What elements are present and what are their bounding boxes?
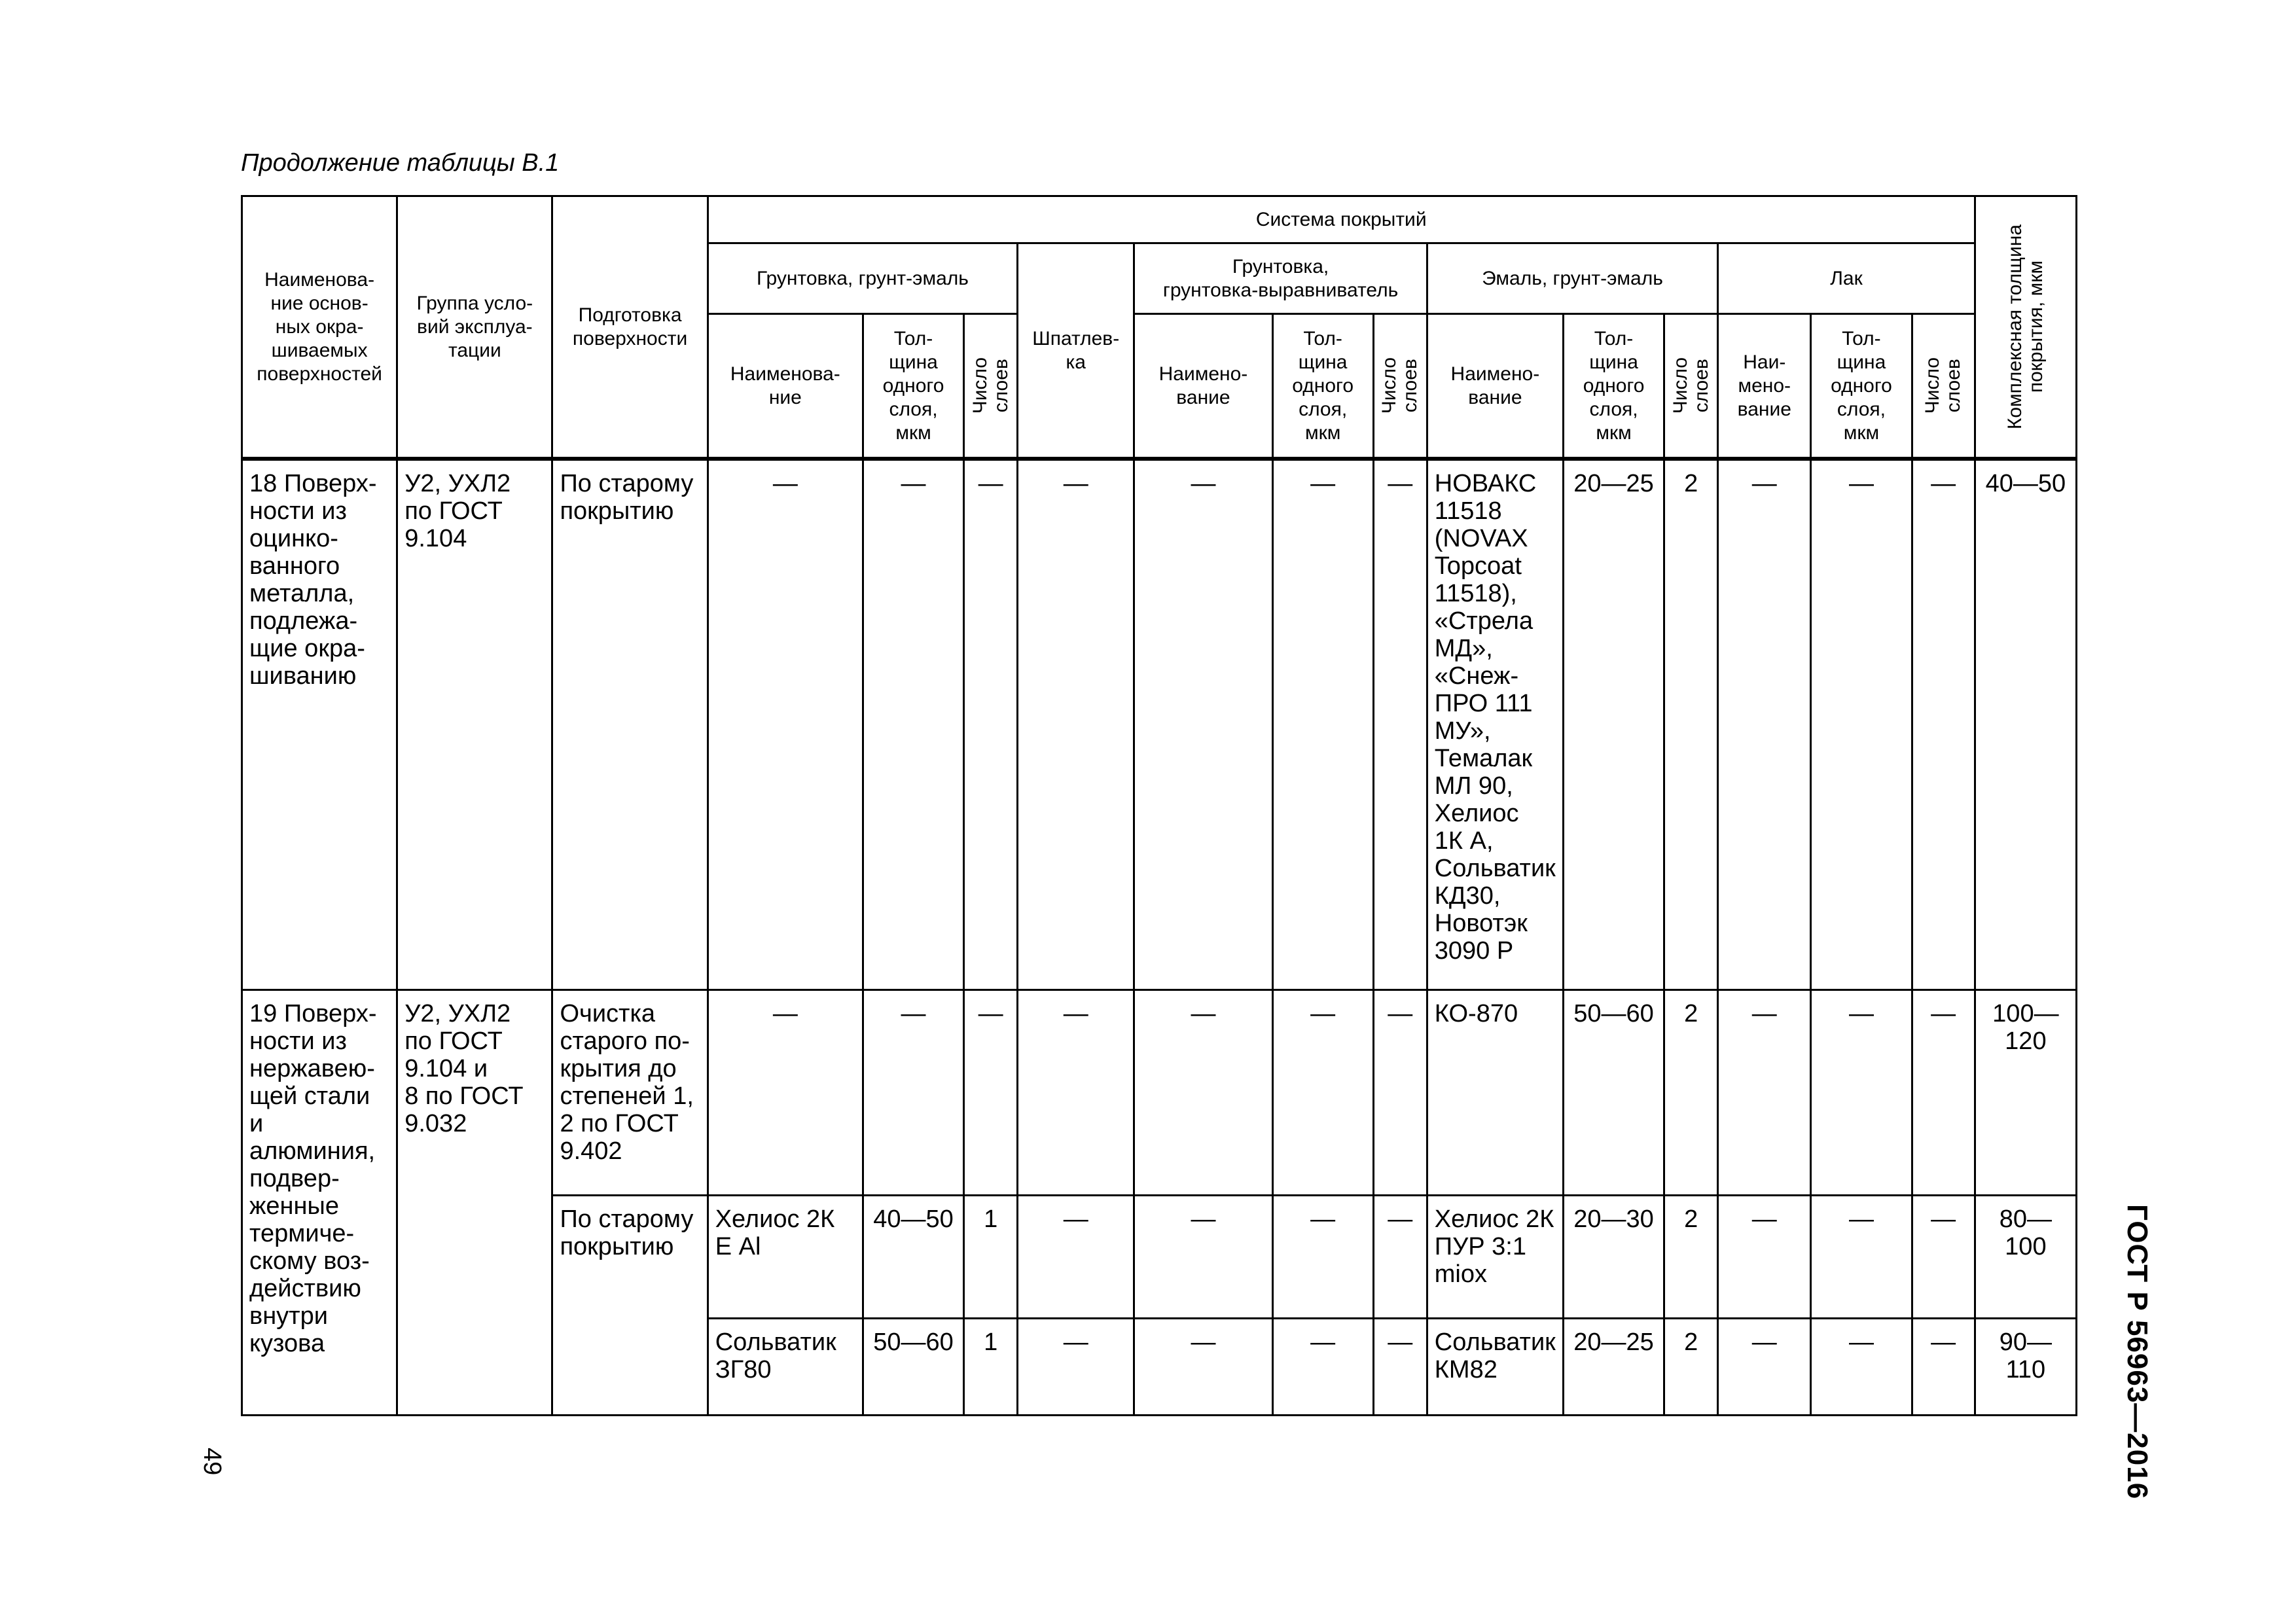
header-system: Система покрытий — [708, 196, 1975, 243]
header-pl-layers: Число слоев — [1378, 357, 1422, 414]
putty-cell: — — [1018, 1196, 1134, 1319]
primer-layers-cell: 1 — [964, 1196, 1018, 1319]
enamel-name-cell: Хелиос 2К ПУР 3:1 miox — [1427, 1196, 1563, 1319]
enamel-layers-cell: 2 — [1664, 460, 1718, 990]
pl-layers-cell: — — [1373, 1319, 1427, 1416]
lacquer-thickness-cell: — — [1811, 460, 1912, 990]
enamel-name-cell: КО-870 — [1427, 990, 1563, 1196]
header-enamel-layers-cell — [1664, 314, 1718, 458]
coating-table — [241, 195, 2077, 1416]
standard-code: ГОСТ Р 56963—2016 — [2121, 1204, 2153, 1500]
pl-layers-cell: — — [1373, 990, 1427, 1196]
header-enamel: Эмаль, грунт-эмаль — [1427, 243, 1717, 314]
lacquer-name-cell: — — [1718, 460, 1811, 990]
header-enamel-thickness: Тол- щина одного слоя, мкм — [1563, 314, 1664, 458]
header-primer-layers: Число слоев — [969, 357, 1012, 414]
primer-name-cell: — — [708, 990, 863, 1196]
pl-thickness-cell: — — [1272, 990, 1373, 1196]
surface-cell: 18 Поверх- ности из оцинко- ванного металла, подлежа- щие окра- шиванию — [242, 460, 397, 990]
enamel-layers-cell: 2 — [1664, 1196, 1718, 1319]
lacquer-thickness-cell: — — [1811, 1196, 1912, 1319]
lacquer-layers-cell: — — [1912, 460, 1975, 990]
header-primer-thickness: Тол- щина одного слоя, мкм — [863, 314, 963, 458]
surface-cell: 19 Поверх- ности из нержавею- щей стали и алюминия, подвер- женные термиче- скому воз- действию внутри кузова — [242, 990, 397, 1416]
table-row — [242, 990, 2077, 1196]
header-primer: Грунтовка, грунт-эмаль — [708, 243, 1017, 314]
lacquer-thickness-cell: — — [1811, 990, 1912, 1196]
pl-layers-cell: — — [1373, 460, 1427, 990]
pl-name-cell: — — [1134, 1196, 1272, 1319]
header-putty: Шпатлев- ка — [1018, 243, 1134, 458]
table-row — [242, 460, 2077, 990]
header-lacquer: Лак — [1718, 243, 1975, 314]
primer-thickness-cell: 40—50 — [863, 1196, 963, 1319]
header-pl-name: Наимено- вание — [1134, 314, 1272, 458]
prep-cell: Очистка старого по- крытия до степеней 1, 2 по ГОСТ 9.402 — [552, 990, 708, 1196]
page-number: 49 — [198, 1448, 226, 1476]
prep-cell: По старому покрытию — [552, 460, 708, 990]
lacquer-layers-cell: — — [1912, 990, 1975, 1196]
enamel-name-cell: НОВАКС 11518 (NOVAX Topcoat 11518), «Стрела МД», «Снеж- ПРО 111 МУ», Темалак МЛ 90, Хелиос 1К А, Сольватик КД30, Новотэк 3090 Р — [1427, 460, 1563, 990]
primer-name-cell: Хелиос 2К Е Al — [708, 1196, 863, 1319]
pl-thickness-cell: — — [1272, 1196, 1373, 1319]
primer-layers-cell: — — [964, 990, 1018, 1196]
header-surface: Наименова- ние основ- ных окра- шиваемых поверхностей — [242, 196, 397, 458]
total-cell: 90—110 — [1975, 1319, 2076, 1416]
header-primer-leveler: Грунтовка, грунтовка-выравниватель — [1134, 243, 1427, 314]
header-pl-layers-cell — [1373, 314, 1427, 458]
enamel-thickness-cell: 20—25 — [1563, 1319, 1664, 1416]
lacquer-layers-cell: — — [1912, 1319, 1975, 1416]
pl-name-cell: — — [1134, 1319, 1272, 1416]
primer-name-cell: — — [708, 460, 863, 990]
enamel-thickness-cell: 20—25 — [1563, 460, 1664, 990]
header-prep: Подготовка поверхности — [552, 196, 708, 458]
header-pl-thickness: Тол- щина одного слоя, мкм — [1272, 314, 1373, 458]
header-lacquer-layers-cell — [1912, 314, 1975, 458]
primer-thickness-cell: — — [863, 990, 963, 1196]
pl-layers-cell: — — [1373, 1196, 1427, 1319]
enamel-name-cell: Сольватик КМ82 — [1427, 1319, 1563, 1416]
primer-layers-cell: 1 — [964, 1319, 1018, 1416]
header-lacquer-name: Наи- мено- вание — [1718, 314, 1811, 458]
header-group: Группа усло- вий эксплуа- тации — [397, 196, 552, 458]
header-total-cell — [1975, 196, 2076, 458]
pl-thickness-cell: — — [1272, 460, 1373, 990]
group-cell: У2, УХЛ2 по ГОСТ 9.104 — [397, 460, 552, 990]
putty-cell: — — [1018, 460, 1134, 990]
header-total: Комплексная толщина покрытия, мкм — [2003, 224, 2047, 430]
primer-layers-cell: — — [964, 460, 1018, 990]
putty-cell: — — [1018, 990, 1134, 1196]
enamel-layers-cell: 2 — [1664, 990, 1718, 1196]
lacquer-layers-cell: — — [1912, 1196, 1975, 1319]
total-cell: 100— 120 — [1975, 990, 2076, 1196]
total-cell: 40—50 — [1975, 460, 2076, 990]
total-cell: 80—100 — [1975, 1196, 2076, 1319]
pl-name-cell: — — [1134, 460, 1272, 990]
header-enamel-name: Наимено- вание — [1427, 314, 1563, 458]
prep-cell: По старому покрытию — [552, 1196, 708, 1416]
header-enamel-layers: Число слоев — [1669, 357, 1712, 414]
enamel-layers-cell: 2 — [1664, 1319, 1718, 1416]
putty-cell: — — [1018, 1319, 1134, 1416]
header-lacquer-layers: Число слоев — [1922, 357, 1965, 414]
enamel-thickness-cell: 50—60 — [1563, 990, 1664, 1196]
lacquer-name-cell: — — [1718, 1319, 1811, 1416]
lacquer-thickness-cell: — — [1811, 1319, 1912, 1416]
primer-thickness-cell: 50—60 — [863, 1319, 963, 1416]
header-primer-name: Наименова- ние — [708, 314, 863, 458]
table-caption: Продолжение таблицы В.1 — [241, 149, 560, 177]
pl-name-cell: — — [1134, 990, 1272, 1196]
primer-thickness-cell: — — [863, 460, 963, 990]
enamel-thickness-cell: 20—30 — [1563, 1196, 1664, 1319]
pl-thickness-cell: — — [1272, 1319, 1373, 1416]
lacquer-name-cell: — — [1718, 990, 1811, 1196]
lacquer-name-cell: — — [1718, 1196, 1811, 1319]
group-cell: У2, УХЛ2 по ГОСТ 9.104 и 8 по ГОСТ 9.032 — [397, 990, 552, 1416]
header-lacquer-thickness: Тол- щина одного слоя, мкм — [1811, 314, 1912, 458]
primer-name-cell: Сольватик ЗГ80 — [708, 1319, 863, 1416]
header-primer-layers-cell — [964, 314, 1018, 458]
